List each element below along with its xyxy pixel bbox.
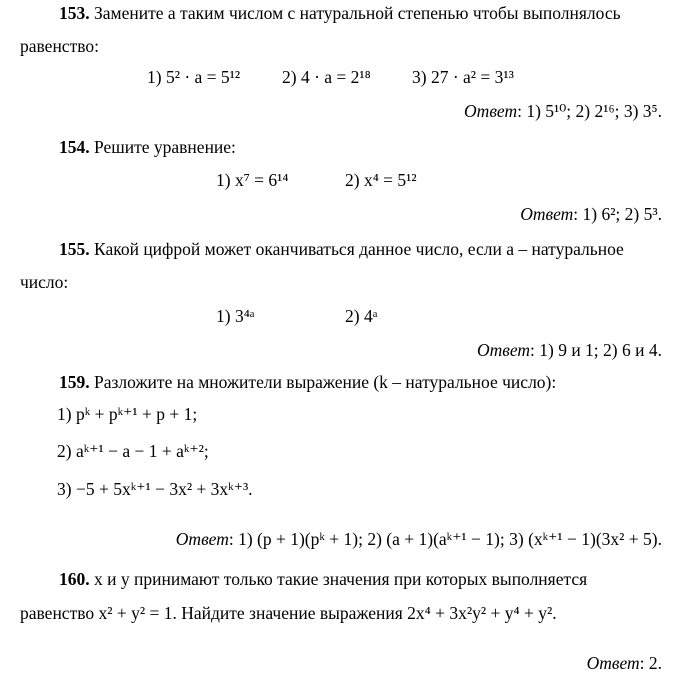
- problem-153-line2: равенство:: [20, 36, 99, 56]
- expression-item: 2) aᵏ⁺¹ − a − 1 + aᵏ⁺²;: [57, 441, 209, 461]
- equation-item: 2) 4ᵃ: [345, 306, 378, 326]
- problem-text: Решите уравнение:: [94, 137, 236, 157]
- problem-160-line2: равенство x² + y² = 1. Найдите значение выражения 2x⁴ + 3x²y² + y⁴ + y².: [20, 603, 557, 623]
- problem-154-line1: [59, 136, 236, 158]
- expression-item: 3) −5 + 5xᵏ⁺¹ − 3x² + 3xᵏ⁺³.: [57, 479, 253, 499]
- answer-155: [477, 339, 662, 361]
- problem-159-line1: [59, 371, 556, 393]
- problem-155-line2: число:: [20, 272, 69, 292]
- problem-text: x и y принимают только такие значения при которых выполняется: [94, 569, 588, 589]
- problem-number: 153.: [59, 3, 90, 23]
- expression-item: 1) pᵏ + pᵏ⁺¹ + p + 1;: [57, 404, 198, 424]
- answer-154: [520, 203, 662, 225]
- equation-item: 1) x⁷ = 6¹⁴: [216, 170, 289, 190]
- problem-text: Замените a таким числом с натуральной степенью чтобы выполнялось: [94, 3, 621, 23]
- equation-item: 3) 27 · a² = 3¹³: [412, 67, 514, 87]
- answer-153: [464, 100, 662, 122]
- answer-label: Ответ: [464, 101, 518, 121]
- answer-text: : 2.: [639, 653, 662, 673]
- answer-text: : 1) (p + 1)(pᵏ + 1); 2) (a + 1)(aᵏ⁺¹ − 1); 3) (xᵏ⁺¹ − 1)(3x² + 5).: [228, 529, 662, 549]
- answer-label: Ответ: [586, 653, 640, 673]
- answer-text: : 1) 5¹⁰; 2) 2¹⁶; 3) 3⁵.: [517, 101, 662, 121]
- problem-text: Разложите на множители выражение (k – натуральное число):: [94, 372, 557, 392]
- problem-text: Какой цифрой может оканчиваться данное число, если a – натуральное: [94, 239, 624, 259]
- problem-160-line1: [59, 568, 587, 590]
- problem-153-line1: [59, 2, 621, 24]
- equation-item: 2) 4 · a = 2¹⁸: [282, 67, 371, 87]
- problem-number: 155.: [59, 239, 90, 259]
- problem-number: 154.: [59, 137, 90, 157]
- problem-number: 160.: [59, 569, 90, 589]
- answer-text: : 1) 6²; 2) 5³.: [573, 204, 662, 224]
- problem-155-line1: [59, 238, 624, 260]
- answer-159: [176, 528, 662, 550]
- answer-text: : 1) 9 и 1; 2) 6 и 4.: [530, 340, 662, 360]
- equation-item: 1) 3⁴ᵃ: [216, 306, 255, 326]
- answer-label: Ответ: [476, 340, 530, 360]
- problem-number: 159.: [59, 372, 90, 392]
- equation-item: 2) x⁴ = 5¹²: [345, 170, 417, 190]
- answer-160: [587, 652, 662, 674]
- answer-label: Ответ: [520, 204, 574, 224]
- equation-item: 1) 5² · a = 5¹²: [147, 67, 241, 87]
- answer-label: Ответ: [175, 529, 229, 549]
